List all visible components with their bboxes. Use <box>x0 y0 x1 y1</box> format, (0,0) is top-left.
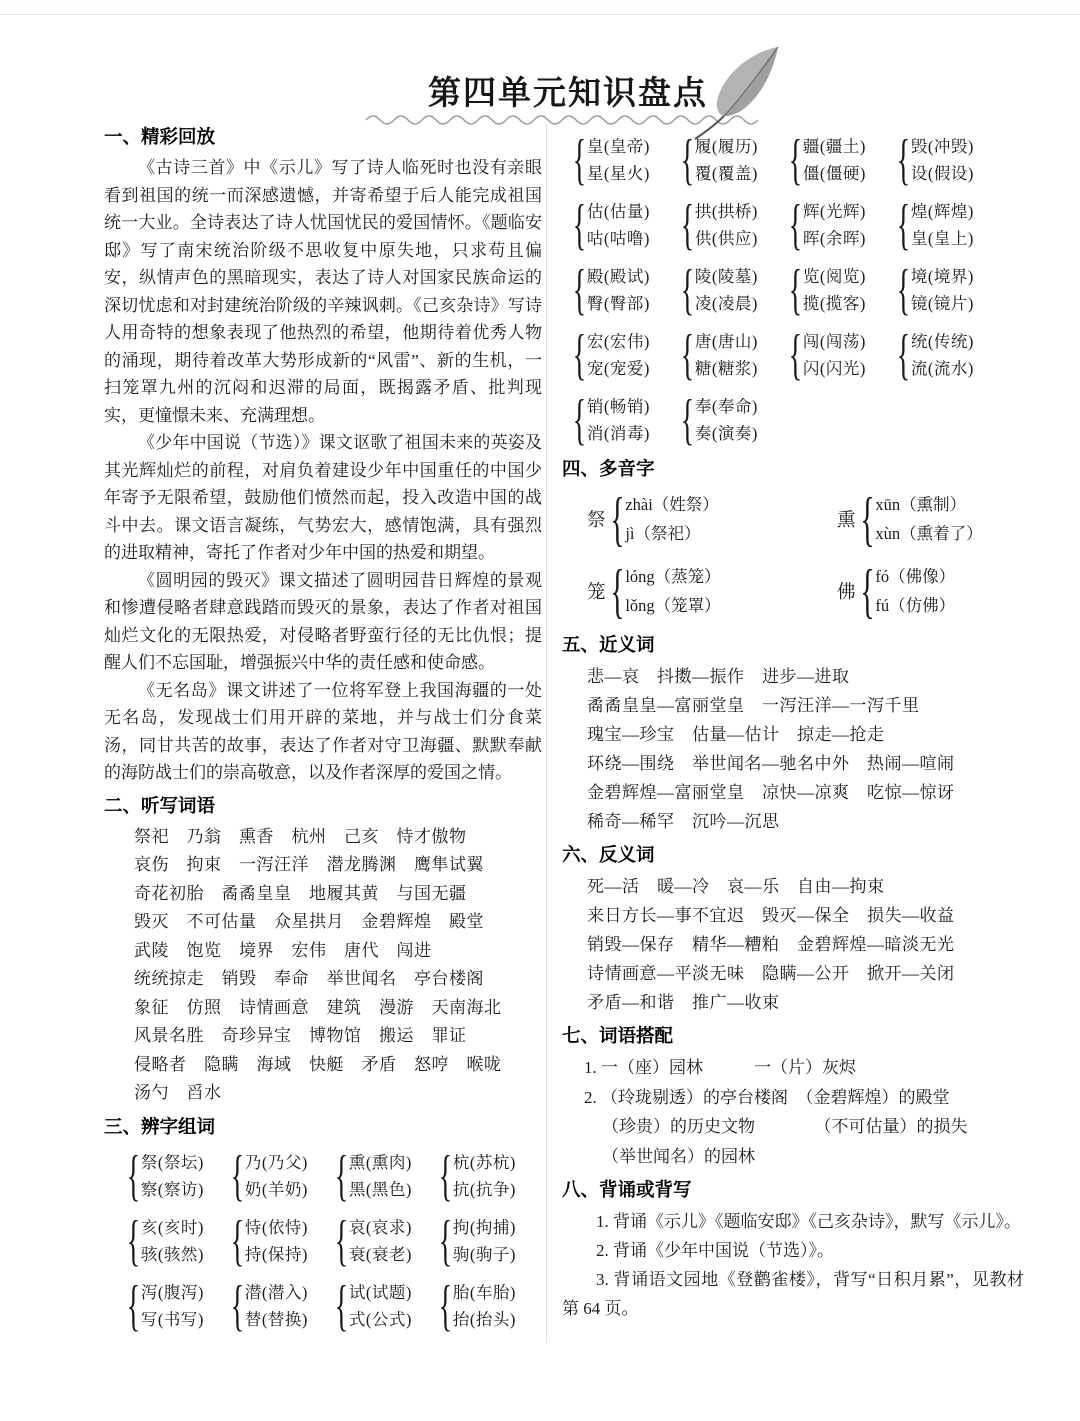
character-pair-group <box>336 1213 440 1269</box>
pair-top: 销(畅销) <box>586 397 650 416</box>
brace-glyph <box>440 1213 453 1269</box>
brace-glyph <box>790 327 803 383</box>
brace-glyph <box>898 262 911 318</box>
pinyin-reading: xūn（熏制） <box>875 495 967 514</box>
pair-top: 唐(唐山) <box>694 332 758 351</box>
pair-bottom: 晖(余晖) <box>802 229 866 248</box>
character-pair-group <box>574 132 682 188</box>
left-column <box>104 123 542 1343</box>
character-pair-group <box>682 197 790 253</box>
brace-glyph <box>574 262 587 318</box>
pair-top: 潜(潜入) <box>244 1282 308 1302</box>
pair-top: 恃(依恃) <box>244 1217 308 1237</box>
pinyin-reading: zhài（姓祭） <box>625 495 719 514</box>
recite-item: 1. 背诵《示儿》《题临安邸》《己亥杂诗》，默写《示儿》。 <box>596 1212 1021 1231</box>
dictation-line: 象征 仿照 诗情画意 建筑 漫游 天南海北 <box>134 997 502 1017</box>
antonym-line: 死—活 暖—冷 哀—乐 自由—拘束 <box>587 877 885 896</box>
pair-bottom: 咕(咕噜) <box>586 229 650 248</box>
brace-glyph <box>574 197 587 253</box>
pair-bottom: 覆(覆盖) <box>694 164 758 183</box>
section-heading-collocation: 七、词语搭配 <box>562 1025 674 1046</box>
dictation-line: 奇花初胎 矞矞皇皇 地履其黄 与国无疆 <box>134 883 467 903</box>
character-pair-row <box>562 262 1024 318</box>
polyphonic-character: 熏 <box>837 511 856 531</box>
pair-bottom: 供(供应) <box>694 229 758 248</box>
polyphonic-group <box>837 561 955 621</box>
section-heading-polyphonic: 四、多音字 <box>562 458 655 479</box>
pinyin-reading: xùn（熏着了） <box>875 524 983 543</box>
pair-top: 殿(殿试) <box>586 267 650 286</box>
brace-glyph <box>232 1148 245 1204</box>
brace-glyph <box>898 197 911 253</box>
polyphonic-character: 笼 <box>587 583 606 603</box>
dictation-line: 祭祀 乃翁 熏香 杭州 己亥 恃才傲物 <box>134 826 467 846</box>
character-pair-group <box>574 197 682 253</box>
pair-top: 奉(奉命) <box>694 397 758 416</box>
pair-top: 熏(熏肉) <box>348 1152 412 1172</box>
section-heading-review: 一、精彩回放 <box>104 126 216 147</box>
synonym-line: 金碧辉煌—富丽堂皇 凉快—凉爽 吃惊—惊讶 <box>587 783 955 802</box>
character-pair-group <box>790 197 898 253</box>
review-paragraph: 《少年中国说（节选）》课文讴歌了祖国未来的英姿及其光辉灿烂的前程，对肩负着建设少年中国重任的中国少年寄予无限希望，鼓励他们愤然而起，投入改造中国的战斗中去。课文语言凝练，气势宏大，感情饱满，具有强烈的进取精神，寄托了作者对少年中国的热爱和期望。 <box>104 433 542 562</box>
section-heading-antonyms: 六、反义词 <box>562 844 655 865</box>
character-pair-row <box>562 197 1024 253</box>
character-pair-group <box>232 1213 336 1269</box>
pair-top: 估(估量) <box>586 202 650 221</box>
brace-glyph <box>898 132 911 188</box>
brace-glyph <box>574 327 587 383</box>
brace-glyph <box>336 1278 349 1334</box>
pair-top: 毁(冲毁) <box>910 137 974 156</box>
section-heading-distinguish: 三、辨字组词 <box>104 1115 216 1137</box>
pair-top: 闯(闯荡) <box>802 332 866 351</box>
character-pair-group <box>682 327 790 383</box>
pair-bottom: 驹(驹子) <box>452 1244 516 1264</box>
pair-bottom: 奶(羊奶) <box>244 1179 308 1199</box>
pair-bottom: 镜(镜片) <box>910 294 974 313</box>
character-pair-group <box>898 197 1006 253</box>
brace-glyph <box>682 197 695 253</box>
pair-top: 宏(宏伟) <box>586 332 650 351</box>
polyphonic-row <box>562 489 1024 549</box>
pair-top: 胎(车胎) <box>452 1282 516 1302</box>
pair-bottom: 僵(僵硬) <box>802 164 866 183</box>
character-pair-group <box>232 1148 336 1204</box>
pair-bottom: 骇(骇然) <box>140 1244 204 1264</box>
page-header <box>0 15 1080 115</box>
brace-glyph <box>682 392 695 448</box>
character-pair-row <box>562 132 1024 188</box>
character-pair-group <box>790 132 898 188</box>
dictation-line: 统统掠走 销毁 奉命 举世闻名 亭台楼阁 <box>134 969 484 988</box>
character-pair-group <box>898 262 1006 318</box>
pair-bottom: 式(公式) <box>348 1309 412 1329</box>
character-pair-group <box>790 262 898 318</box>
section-heading-dictation: 二、听写词语 <box>104 794 216 816</box>
dictation-line: 侵略者 隐瞒 海域 快艇 矛盾 怒哼 喉咙 <box>134 1054 502 1074</box>
polyphonic-character: 祭 <box>587 511 606 531</box>
character-pair-group <box>128 1278 232 1334</box>
pair-bottom: 臀(臀部) <box>586 294 650 313</box>
brace-glyph <box>336 1213 349 1269</box>
brace-glyph <box>861 561 876 621</box>
right-column <box>547 123 1024 1343</box>
character-pair-group <box>574 392 682 448</box>
pair-bottom: 星(星火) <box>586 164 650 183</box>
brace-glyph <box>790 197 803 253</box>
dictation-line: 毁灭 不可估量 众星拱月 金碧辉煌 殿堂 <box>134 912 484 931</box>
pair-top: 皇(皇帝) <box>586 137 650 156</box>
pair-bottom: 消(消毒) <box>586 424 650 443</box>
brace-glyph <box>232 1213 245 1269</box>
pair-bottom: 宠(宠爱) <box>586 359 650 378</box>
page-top-border <box>0 0 1080 15</box>
brace-glyph <box>128 1148 141 1204</box>
brace-glyph <box>790 262 803 318</box>
pair-bottom: 抬(抬头) <box>452 1309 516 1329</box>
character-pair-group <box>574 262 682 318</box>
brace-glyph <box>682 327 695 383</box>
section-heading-recite: 八、背诵或背写 <box>562 1179 692 1200</box>
pair-bottom: 替(替换) <box>244 1309 308 1329</box>
pair-bottom: 奏(演奏) <box>694 424 758 443</box>
character-pair-group <box>898 132 1006 188</box>
polyphonic-group <box>587 561 837 621</box>
pair-bottom: 黑(黑色) <box>348 1179 412 1199</box>
pair-bottom: 流(流水) <box>910 359 974 378</box>
pinyin-reading: lǒng（笼罩） <box>625 596 721 615</box>
pinyin-reading: fó（佛像） <box>875 567 956 586</box>
pair-bottom: 糖(糖浆) <box>694 359 758 378</box>
pair-top: 杭(苏杭) <box>452 1152 516 1172</box>
pair-top: 煌(辉煌) <box>910 202 974 221</box>
feather-icon <box>690 45 782 145</box>
synonym-line: 环绕—围绕 举世闻名—驰名中外 热闹—喧闹 <box>587 754 955 773</box>
brace-glyph <box>682 132 695 188</box>
brace-glyph <box>232 1278 245 1334</box>
pair-bottom: 衰(衰老) <box>348 1244 412 1264</box>
polyphonic-group <box>587 489 837 549</box>
brace-glyph <box>611 561 626 621</box>
brace-glyph <box>574 132 587 188</box>
character-pair-group <box>232 1278 336 1334</box>
polyphonic-character: 佛 <box>837 583 856 603</box>
pair-bottom: 凌(凌晨) <box>694 294 758 313</box>
character-pair-row <box>562 392 1024 448</box>
character-pair-row <box>562 327 1024 383</box>
character-pair-group <box>790 327 898 383</box>
synonym-line: 悲—哀 抖擞—振作 进步—进取 <box>587 667 850 686</box>
character-pair-group <box>440 1278 544 1334</box>
brace-glyph <box>898 327 911 383</box>
pair-top: 乃(乃父) <box>244 1152 308 1172</box>
pair-top: 拱(拱桥) <box>694 202 758 221</box>
brace-glyph <box>861 489 876 549</box>
pair-bottom: 抗(抗争) <box>452 1179 516 1199</box>
dictation-line: 风景名胜 奇珍异宝 博物馆 搬运 罪证 <box>134 1026 467 1045</box>
dictation-line: 哀伤 拘束 一泻汪洋 潜龙腾渊 鹰隼试翼 <box>134 855 484 874</box>
pair-bottom: 持(保持) <box>244 1244 308 1264</box>
pair-top: 辉(光辉) <box>802 202 866 221</box>
character-pair-group <box>682 262 790 318</box>
pair-bottom: 设(假设) <box>910 164 974 183</box>
pair-top: 祭(祭坛) <box>140 1152 204 1172</box>
brace-glyph <box>682 262 695 318</box>
polyphonic-row <box>562 561 1024 621</box>
character-pair-row <box>104 1278 542 1334</box>
character-pair-row <box>104 1148 542 1204</box>
page-title: 第四单元知识盘点 <box>428 74 708 111</box>
character-pair-group <box>128 1213 232 1269</box>
brace-glyph <box>574 392 587 448</box>
pinyin-reading: jì（祭祀） <box>625 524 701 543</box>
review-paragraph: 《无名岛》课文讲述了一位将军登上我国海疆的一处无名岛，发现战士们用开辟的菜地，并与战士们分食菜汤，同甘共苦的故事，表达了作者对守卫海疆、默默奉献的海防战士们的崇高敬意，以及作者深厚的爱国之情。 <box>104 680 542 782</box>
brace-glyph <box>440 1148 453 1204</box>
pair-top: 履(履历) <box>694 137 758 156</box>
pair-bottom: 揽(揽客) <box>802 294 866 313</box>
pair-top: 泻(腹泻) <box>140 1282 204 1302</box>
character-pair-group <box>440 1148 544 1204</box>
pair-bottom: 皇(皇上) <box>910 229 974 248</box>
brace-glyph <box>128 1213 141 1269</box>
brace-glyph <box>790 132 803 188</box>
synonym-line: 矞矞皇皇—富丽堂皇 一泻汪洋—一泻千里 <box>587 696 920 715</box>
dictation-line: 武陵 饱览 境界 宏伟 唐代 闯进 <box>134 940 432 960</box>
antonym-line: 矛盾—和谐 推广—收束 <box>587 993 780 1012</box>
synonym-line: 稀奇—稀罕 沉吟—沉思 <box>587 812 780 831</box>
review-paragraph: 《古诗三首》中《示儿》写了诗人临死时也没有亲眼看到祖国的统一而深感遗憾，并寄希望于后人能完成祖国统一大业。全诗表达了诗人忧国忧民的爱国情怀。《题临安邸》写了南宋统治阶级不思收复中原失地，只求苟且偏安，纵情声色的黑暗现实，表达了诗人对国家民族命运的深切忧虑和对封建统治阶级的辛辣讽刺。《己亥杂诗》写诗人用奇特的想象表现了他热烈的希望，他期待着优秀人物的涌现，期待着改革大势形成新的“风雷”、新的生机，一扫笼罩九州的沉闷和迟滞的局面，既揭露矛盾、批判现实，更憧憬未来、充满理想。 <box>104 158 542 425</box>
pair-top: 境(境界) <box>910 267 974 286</box>
character-pair-group <box>574 327 682 383</box>
collocation-line: 2. （玲珑剔透）的亭台楼阁 （金碧辉煌）的殿堂 <box>584 1087 950 1107</box>
pair-top: 统(传统) <box>910 332 974 351</box>
character-pair-row <box>104 1213 542 1269</box>
pair-bottom: 写(书写) <box>140 1309 204 1329</box>
collocation-line: 1. 一（座）园林 一（片）灰烬 <box>584 1058 856 1077</box>
collocation-line: （举世闻名）的园林 <box>602 1146 755 1166</box>
pair-top: 试(试题) <box>348 1282 412 1302</box>
antonym-line: 诗情画意—平淡无味 隐瞒—公开 掀开—关闭 <box>587 964 955 983</box>
pair-top: 亥(亥时) <box>140 1217 204 1237</box>
brace-glyph <box>336 1148 349 1204</box>
antonym-line: 销毁—保存 精华—糟粕 金碧辉煌—暗淡无光 <box>587 935 955 954</box>
recite-item: 2. 背诵《少年中国说（节选）》。 <box>596 1241 834 1260</box>
pair-top: 览(阅览) <box>802 267 866 286</box>
brace-glyph <box>611 489 626 549</box>
character-pair-group <box>440 1213 544 1269</box>
pair-top: 拘(拘捕) <box>452 1217 516 1237</box>
pair-bottom: 闪(闪光) <box>802 359 866 378</box>
page-body <box>0 115 1080 1343</box>
polyphonic-group <box>837 489 983 549</box>
character-pair-group <box>898 327 1006 383</box>
pair-top: 哀(哀求) <box>348 1217 412 1237</box>
pinyin-reading: lóng（蒸笼） <box>625 567 721 586</box>
pinyin-reading: fú（仿佛） <box>875 596 956 615</box>
synonym-line: 瑰宝—珍宝 估量—估计 掠走—抢走 <box>587 725 885 744</box>
character-pair-group <box>336 1278 440 1334</box>
section-heading-synonyms: 五、近义词 <box>562 634 655 655</box>
character-pair-group <box>682 392 790 448</box>
antonym-line: 来日方长—事不宜迟 毁灭—保全 损失—收益 <box>587 906 955 925</box>
pair-bottom: 察(察访) <box>140 1179 204 1199</box>
review-paragraph: 《圆明园的毁灭》课文描述了圆明园昔日辉煌的景观和惨遭侵略者肆意践踏而毁灭的景象，表达了作者对祖国灿烂文化的无限热爱，对侵略者野蛮行径的无比仇恨；提醒人们不忘国耻，增强振兴中华的责任感和使命感。 <box>104 570 542 672</box>
recite-item: 3. 背诵语文园地《登鹳雀楼》，背写“日积月累”，见教材第 64 页。 <box>562 1270 1024 1318</box>
pair-top: 疆(疆土) <box>802 137 866 156</box>
brace-glyph <box>440 1278 453 1334</box>
character-pair-group <box>128 1148 232 1204</box>
dictation-line: 汤勺 舀水 <box>134 1083 222 1102</box>
pair-top: 陵(陵墓) <box>694 267 758 286</box>
collocation-line: （珍贵）的历史文物 （不可估量）的损失 <box>602 1117 968 1136</box>
character-pair-group <box>336 1148 440 1204</box>
brace-glyph <box>128 1278 141 1334</box>
